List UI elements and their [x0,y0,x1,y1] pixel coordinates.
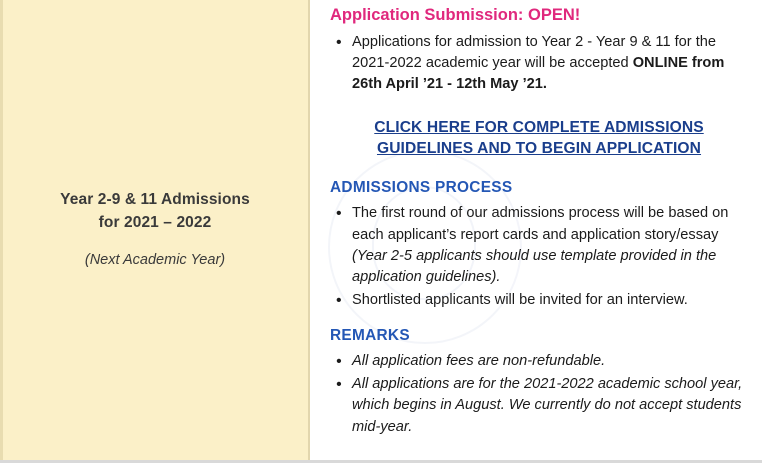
content-body [330,6,748,438]
remark-item-text: All application fees are non-refundable. [352,353,606,370]
list-item [352,290,748,311]
remarks-list [330,351,748,438]
left-panel-content [0,189,310,274]
process-bullet1-text: The first round of our admissions process will be based on each applicant’s report cards and application story/essay [352,205,729,243]
admissions-application-link[interactable] [330,117,748,159]
list-item [352,32,748,95]
right-content-panel [310,0,762,463]
remarks-heading: REMARKS [330,327,410,345]
cta-link-line2[interactable]: GUIDELINES AND TO BEGIN APPLICATION [376,140,702,158]
panel-left-edge [0,0,3,463]
list-item [352,351,748,372]
list-item [352,203,748,288]
left-panel-subtitle: (Next Academic Year) [84,251,226,268]
submission-bullet-bold: ONLINE from 26th April ’21 - 12th May ’21. [352,54,725,93]
admissions-process-heading: ADMISSIONS PROCESS [330,179,513,197]
section-remarks [330,327,748,438]
remark-item-text: All applications are for the 2021-2022 academic school year, which begins in August. We currently do not accept students mid-year. [352,376,743,435]
process-bullet1-italic: (Year 2-5 applicants should use template provided in the application guidelines). [352,247,717,285]
application-submission-heading: Application Submission: OPEN! [330,6,581,24]
left-panel-title [0,189,310,234]
section-application-submission [330,6,748,95]
section-admissions-process [330,179,748,311]
left-panel-title-line1: Year 2-9 & 11 Admissions [60,191,250,209]
left-label-panel [0,0,310,463]
process-bullet2-text: Shortlisted applicants will be invited for an interview. [352,291,688,308]
submission-bullet-text: Applications for admission to Year 2 - Year 9 & 11 for the 2021-2022 academic year will be accepted [352,33,716,71]
list-item [352,374,748,437]
cta-link-line1[interactable]: CLICK HERE FOR COMPLETE ADMISSIONS [374,119,704,137]
left-panel-title-line2: for 2021 – 2022 [98,213,212,231]
application-submission-list [330,32,748,95]
admissions-process-list [330,203,748,311]
